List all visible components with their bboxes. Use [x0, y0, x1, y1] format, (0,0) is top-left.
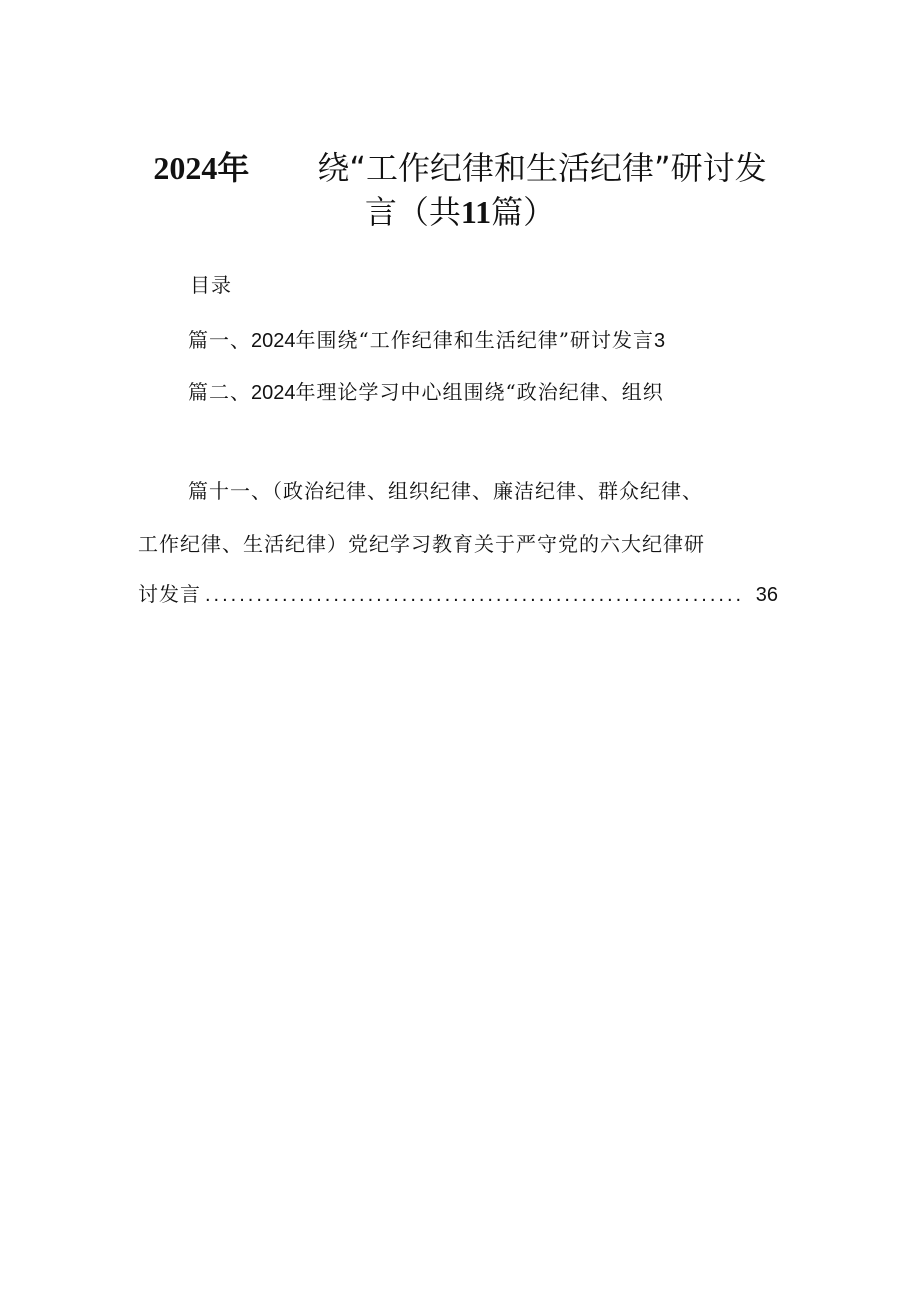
toc-entry-11-line-2[interactable]: 工作纪律、生活纪律）党纪学习教育关于严守党的六大纪律研 [138, 532, 705, 556]
toc-entry-11-page: 36 [755, 584, 778, 606]
toc-entry-2-prefix: 篇二、 [188, 380, 251, 404]
toc-entry-2-year: 2024 [251, 382, 296, 404]
toc-entry-2-text: 年理论学习中心组围绕“政治纪律、组织 [295, 380, 664, 404]
toc-entry-1-page: 3 [653, 330, 666, 352]
toc-entry-11-line-3-text: 讨发言 [138, 582, 201, 606]
title-line-2-suffix: 篇） [491, 193, 556, 231]
document-title-line-1 [0, 148, 920, 188]
toc-entry-11-line-3[interactable] [138, 580, 778, 609]
title-year: 2024年 [153, 150, 250, 186]
toc-heading: 目录 [190, 273, 232, 297]
toc-entry-1-year: 2024 [251, 330, 296, 352]
toc-entry-11-line-1[interactable]: 篇十一、（政治纪律、组织纪律、廉洁纪律、群众纪律、 [188, 479, 703, 503]
toc-dot-leader: ............................................................... [205, 584, 745, 606]
toc-entry-2[interactable] [188, 378, 664, 407]
title-article-count: 11 [460, 194, 492, 230]
document-title-line-2 [0, 192, 920, 232]
title-line-1-text: 绕“工作纪律和生活纪律”研讨发 [317, 149, 767, 187]
title-line-2-prefix: 言（共 [364, 193, 461, 231]
toc-entry-1-prefix: 篇一、 [188, 328, 251, 352]
toc-entry-1-text: 年围绕“工作纪律和生活纪律”研讨发言 [295, 328, 654, 352]
toc-entry-1[interactable] [188, 326, 665, 355]
